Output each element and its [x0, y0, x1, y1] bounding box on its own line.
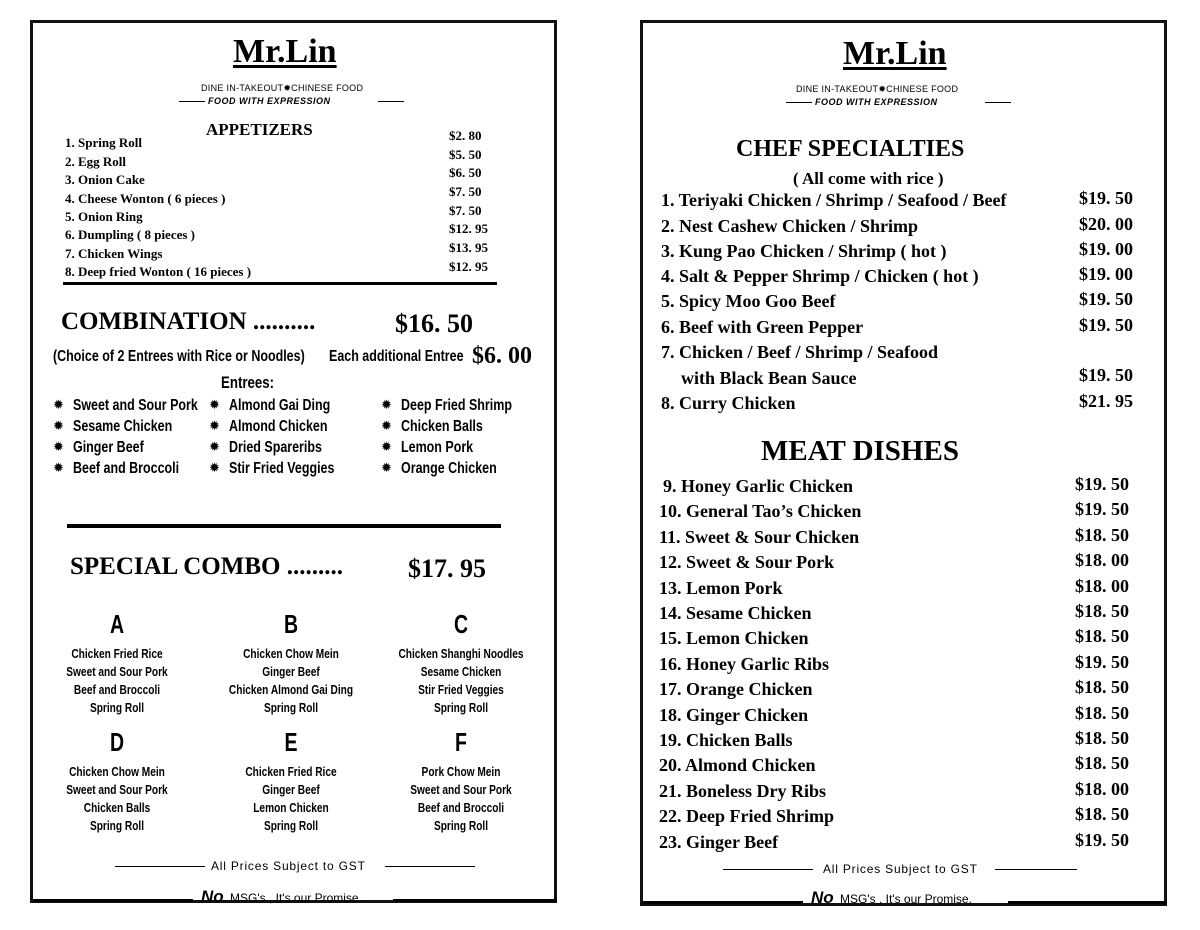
- star-icon: ✹: [381, 461, 392, 476]
- appetizer-price: $2. 80: [449, 128, 482, 143]
- entree-item: Ginger Beef: [73, 439, 144, 456]
- combo-item: Spring Roll: [89, 818, 145, 833]
- meat-item-name: 18. Ginger Chicken: [659, 704, 809, 725]
- entree-item: Dried Spareribs: [229, 439, 322, 456]
- entree-item: Sweet and Sour Pork: [73, 397, 198, 414]
- gst-notice: All Prices Subject to GST: [823, 862, 978, 876]
- special-combo-price: $17. 95: [408, 554, 486, 583]
- chef-item-name: 5. Spicy Moo Goo Beef: [661, 291, 836, 311]
- divider: [985, 102, 1011, 103]
- combo-letter: E: [284, 727, 298, 757]
- chef-specialties-subheading: ( All come with rice ): [793, 169, 944, 188]
- brand-logo: Mr.Lin: [843, 35, 947, 72]
- appetizer-name: 8. Deep fried Wonton ( 16 pieces ): [65, 264, 252, 279]
- meat-item-price: $19. 50: [1075, 499, 1129, 520]
- combo-item: Sweet and Sour Pork: [66, 664, 168, 679]
- combo-item: Lemon Chicken: [253, 800, 329, 815]
- appetizer-name: 6. Dumpling ( 8 pieces ): [65, 227, 195, 242]
- combo-item: Ginger Beef: [262, 664, 320, 679]
- meat-item-name: 22. Deep Fried Shrimp: [659, 806, 834, 827]
- star-icon: ✹: [209, 440, 220, 455]
- brand-tagline: DINE IN-TAKEOUT✹CHINESE FOOD: [201, 83, 364, 93]
- divider: [378, 101, 404, 102]
- chef-item-name-line2: with Black Bean Sauce: [681, 368, 857, 388]
- brand-slogan: FOOD WITH EXPRESSION: [208, 96, 331, 106]
- chef-item-price: $19. 50: [1079, 365, 1133, 385]
- meat-item-price: $18. 50: [1075, 728, 1129, 748]
- meat-item-name: 12. Sweet & Sour Pork: [659, 552, 835, 573]
- meat-item-price: $18. 50: [1075, 601, 1129, 621]
- entree-item: Stir Fried Veggies: [229, 460, 335, 477]
- appetizer-price: $5. 50: [449, 147, 482, 162]
- divider: [643, 901, 803, 904]
- meat-item-price: $19. 50: [1075, 474, 1129, 494]
- combo-item: Chicken Balls: [83, 800, 151, 815]
- chef-item-price: $19. 00: [1079, 264, 1133, 284]
- appetizer-name: 7. Chicken Wings: [65, 246, 163, 261]
- star-icon: ✹: [53, 461, 64, 476]
- combo-item: Stir Fried Veggies: [418, 682, 504, 697]
- entree-item: Deep Fried Shrimp: [401, 397, 512, 414]
- appetizer-price: $7. 50: [449, 203, 482, 218]
- no-msg-label: No: [811, 888, 834, 907]
- msg-promise: MSG's , It's our Promise.: [840, 892, 972, 906]
- no-msg-label: No: [201, 887, 224, 906]
- divider: [1008, 901, 1167, 904]
- combo-item: Ginger Beef: [262, 782, 320, 797]
- meat-item-price: $18. 50: [1075, 524, 1129, 545]
- divider: [63, 282, 497, 285]
- combo-letter: B: [283, 609, 299, 639]
- combo-item: Chicken Chow Mein: [243, 646, 339, 661]
- star-icon: ✹: [209, 461, 220, 476]
- appetizer-price: $12. 95: [449, 259, 488, 274]
- brand-tagline: DINE IN-TAKEOUT✹CHINESE FOOD: [796, 84, 959, 94]
- meat-item-price: $18. 50: [1075, 804, 1129, 825]
- star-icon: ✹: [381, 440, 392, 455]
- combo-item: Chicken Fried Rice: [245, 764, 337, 779]
- meat-item-price: $18. 50: [1075, 677, 1129, 698]
- entree-item: Sesame Chicken: [73, 418, 173, 435]
- star-icon: ✹: [53, 398, 64, 413]
- star-icon: ✹: [381, 398, 392, 413]
- divider: [995, 869, 1077, 870]
- meat-item-name: 9. Honey Garlic Chicken: [663, 476, 853, 496]
- divider: [723, 869, 813, 870]
- divider: [385, 866, 475, 867]
- meat-item-price: $19. 50: [1075, 651, 1129, 672]
- appetizers-heading: APPETIZERS: [206, 120, 313, 139]
- combo-item: Sweet and Sour Pork: [410, 782, 512, 797]
- meat-item-name: 17. Orange Chicken: [659, 679, 813, 700]
- additional-entree-label: Each additional Entree: [329, 348, 464, 365]
- combo-item: Chicken Fried Rice: [71, 646, 163, 661]
- combo-item: Spring Roll: [263, 818, 319, 833]
- appetizer-name: 3. Onion Cake: [65, 172, 145, 187]
- entree-item: Chicken Balls: [401, 418, 483, 435]
- combo-item: Chicken Shanghi Noodles: [398, 646, 524, 661]
- divider: [67, 524, 501, 528]
- meat-item-price: $19. 50: [1075, 829, 1129, 850]
- combo-item: Sweet and Sour Pork: [66, 782, 168, 797]
- appetizer-price: $6. 50: [449, 165, 482, 180]
- chef-item-name: 3. Kung Pao Chicken / Shrimp ( hot ): [661, 241, 947, 261]
- chef-item-price: $21. 95: [1079, 391, 1133, 411]
- star-icon: ✹: [381, 419, 392, 434]
- chef-item-name: 6. Beef with Green Pepper: [661, 317, 864, 337]
- special-combo-heading: SPECIAL COMBO .........: [70, 553, 343, 580]
- brand-slogan: FOOD WITH EXPRESSION: [815, 97, 938, 107]
- appetizer-price: $13. 95: [449, 240, 488, 255]
- combination-choice: (Choice of 2 Entrees with Rice or Noodles): [53, 348, 305, 365]
- appetizer-price: $12. 95: [449, 221, 488, 236]
- chef-item-price: $19. 50: [1079, 315, 1133, 335]
- meat-item-price: $18. 50: [1075, 702, 1129, 723]
- combo-letter: F: [455, 727, 467, 757]
- additional-entree-price: $6. 00: [472, 343, 532, 369]
- meat-dishes-heading: MEAT DISHES: [761, 435, 959, 467]
- divider: [393, 899, 557, 902]
- chef-item-price: $19. 50: [1079, 188, 1133, 208]
- chef-specialties-heading: CHEF SPECIALTIES: [736, 136, 965, 162]
- meat-item-name: 19. Chicken Balls: [659, 730, 793, 750]
- combination-price: $16. 50: [395, 309, 473, 338]
- combination-heading: COMBINATION ..........: [61, 308, 316, 335]
- combo-item: Spring Roll: [89, 700, 145, 715]
- meat-item-price: $18. 00: [1075, 575, 1129, 596]
- left-menu-page: [30, 20, 557, 906]
- appetizer-name: 2. Egg Roll: [65, 154, 127, 169]
- combo-item: Spring Roll: [263, 700, 319, 715]
- right-menu-page: [640, 20, 1167, 906]
- entrees-heading: Entrees:: [221, 373, 275, 392]
- meat-item-name: 16. Honey Garlic Ribs: [659, 653, 829, 674]
- entree-item: Beef and Broccoli: [73, 460, 180, 477]
- combo-letter: C: [453, 609, 469, 639]
- combo-letter: A: [109, 609, 125, 639]
- meat-item-name: 13. Lemon Pork: [659, 577, 783, 598]
- combo-letter: D: [109, 727, 125, 757]
- combo-item: Chicken Almond Gai Ding: [228, 682, 354, 697]
- chef-item-name: 8. Curry Chicken: [661, 393, 796, 413]
- entree-item: Almond Gai Ding: [229, 397, 331, 414]
- meat-item-price: $18. 00: [1075, 550, 1129, 571]
- divider: [115, 866, 205, 867]
- combo-item: Spring Roll: [433, 818, 489, 833]
- meat-item-price: $18. 50: [1075, 626, 1129, 647]
- combo-item: Sesame Chicken: [420, 664, 502, 679]
- meat-item-name: 10. General Tao’s Chicken: [659, 501, 862, 522]
- divider: [786, 102, 812, 103]
- combo-item: Pork Chow Mein: [421, 764, 501, 779]
- chef-item-price: $19. 00: [1079, 239, 1133, 259]
- combo-item: Beef and Broccoli: [73, 682, 161, 697]
- combo-item: Chicken Chow Mein: [69, 764, 165, 779]
- divider: [33, 899, 193, 902]
- star-icon: ✹: [209, 398, 220, 413]
- chef-item-price: $19. 50: [1079, 289, 1133, 309]
- chef-item-name: 1. Teriyaki Chicken / Shrimp / Seafood / Beef: [661, 190, 1007, 210]
- meat-item-name: 23. Ginger Beef: [659, 831, 779, 852]
- meat-item-name: 15. Lemon Chicken: [659, 628, 809, 649]
- entree-item: Almond Chicken: [229, 418, 328, 435]
- star-icon: ✹: [53, 419, 64, 434]
- divider: [179, 101, 205, 102]
- appetizer-name: 5. Onion Ring: [65, 209, 143, 224]
- appetizer-price: $7. 50: [449, 184, 482, 199]
- msg-promise: MSG's , It's our Promise.: [230, 891, 362, 905]
- chef-item-name: 4. Salt & Pepper Shrimp / Chicken ( hot ): [661, 266, 979, 286]
- meat-item-name: 14. Sesame Chicken: [659, 603, 812, 623]
- meat-item-price: $18. 00: [1075, 778, 1129, 799]
- combo-item: Spring Roll: [433, 700, 489, 715]
- meat-item-name: 21. Boneless Dry Ribs: [659, 780, 827, 801]
- entree-item: Lemon Pork: [401, 439, 474, 456]
- meat-item-name: 20. Almond Chicken: [659, 755, 816, 776]
- star-icon: ✹: [53, 440, 64, 455]
- chef-item-price: $20. 00: [1079, 214, 1133, 234]
- chef-item-name: 2. Nest Cashew Chicken / Shrimp: [661, 216, 919, 236]
- meat-item-name: 11. Sweet & Sour Chicken: [659, 526, 860, 547]
- combo-item: Beef and Broccoli: [417, 800, 505, 815]
- star-icon: ✹: [209, 419, 220, 434]
- meat-item-price: $18. 50: [1075, 753, 1129, 774]
- entree-item: Orange Chicken: [401, 460, 497, 477]
- appetizer-name: 1. Spring Roll: [65, 135, 142, 150]
- chef-item-name: 7. Chicken / Beef / Shrimp / Seafood: [661, 342, 939, 362]
- brand-logo: Mr.Lin: [233, 33, 337, 70]
- appetizer-name: 4. Cheese Wonton ( 6 pieces ): [65, 191, 226, 206]
- gst-notice: All Prices Subject to GST: [211, 859, 366, 873]
